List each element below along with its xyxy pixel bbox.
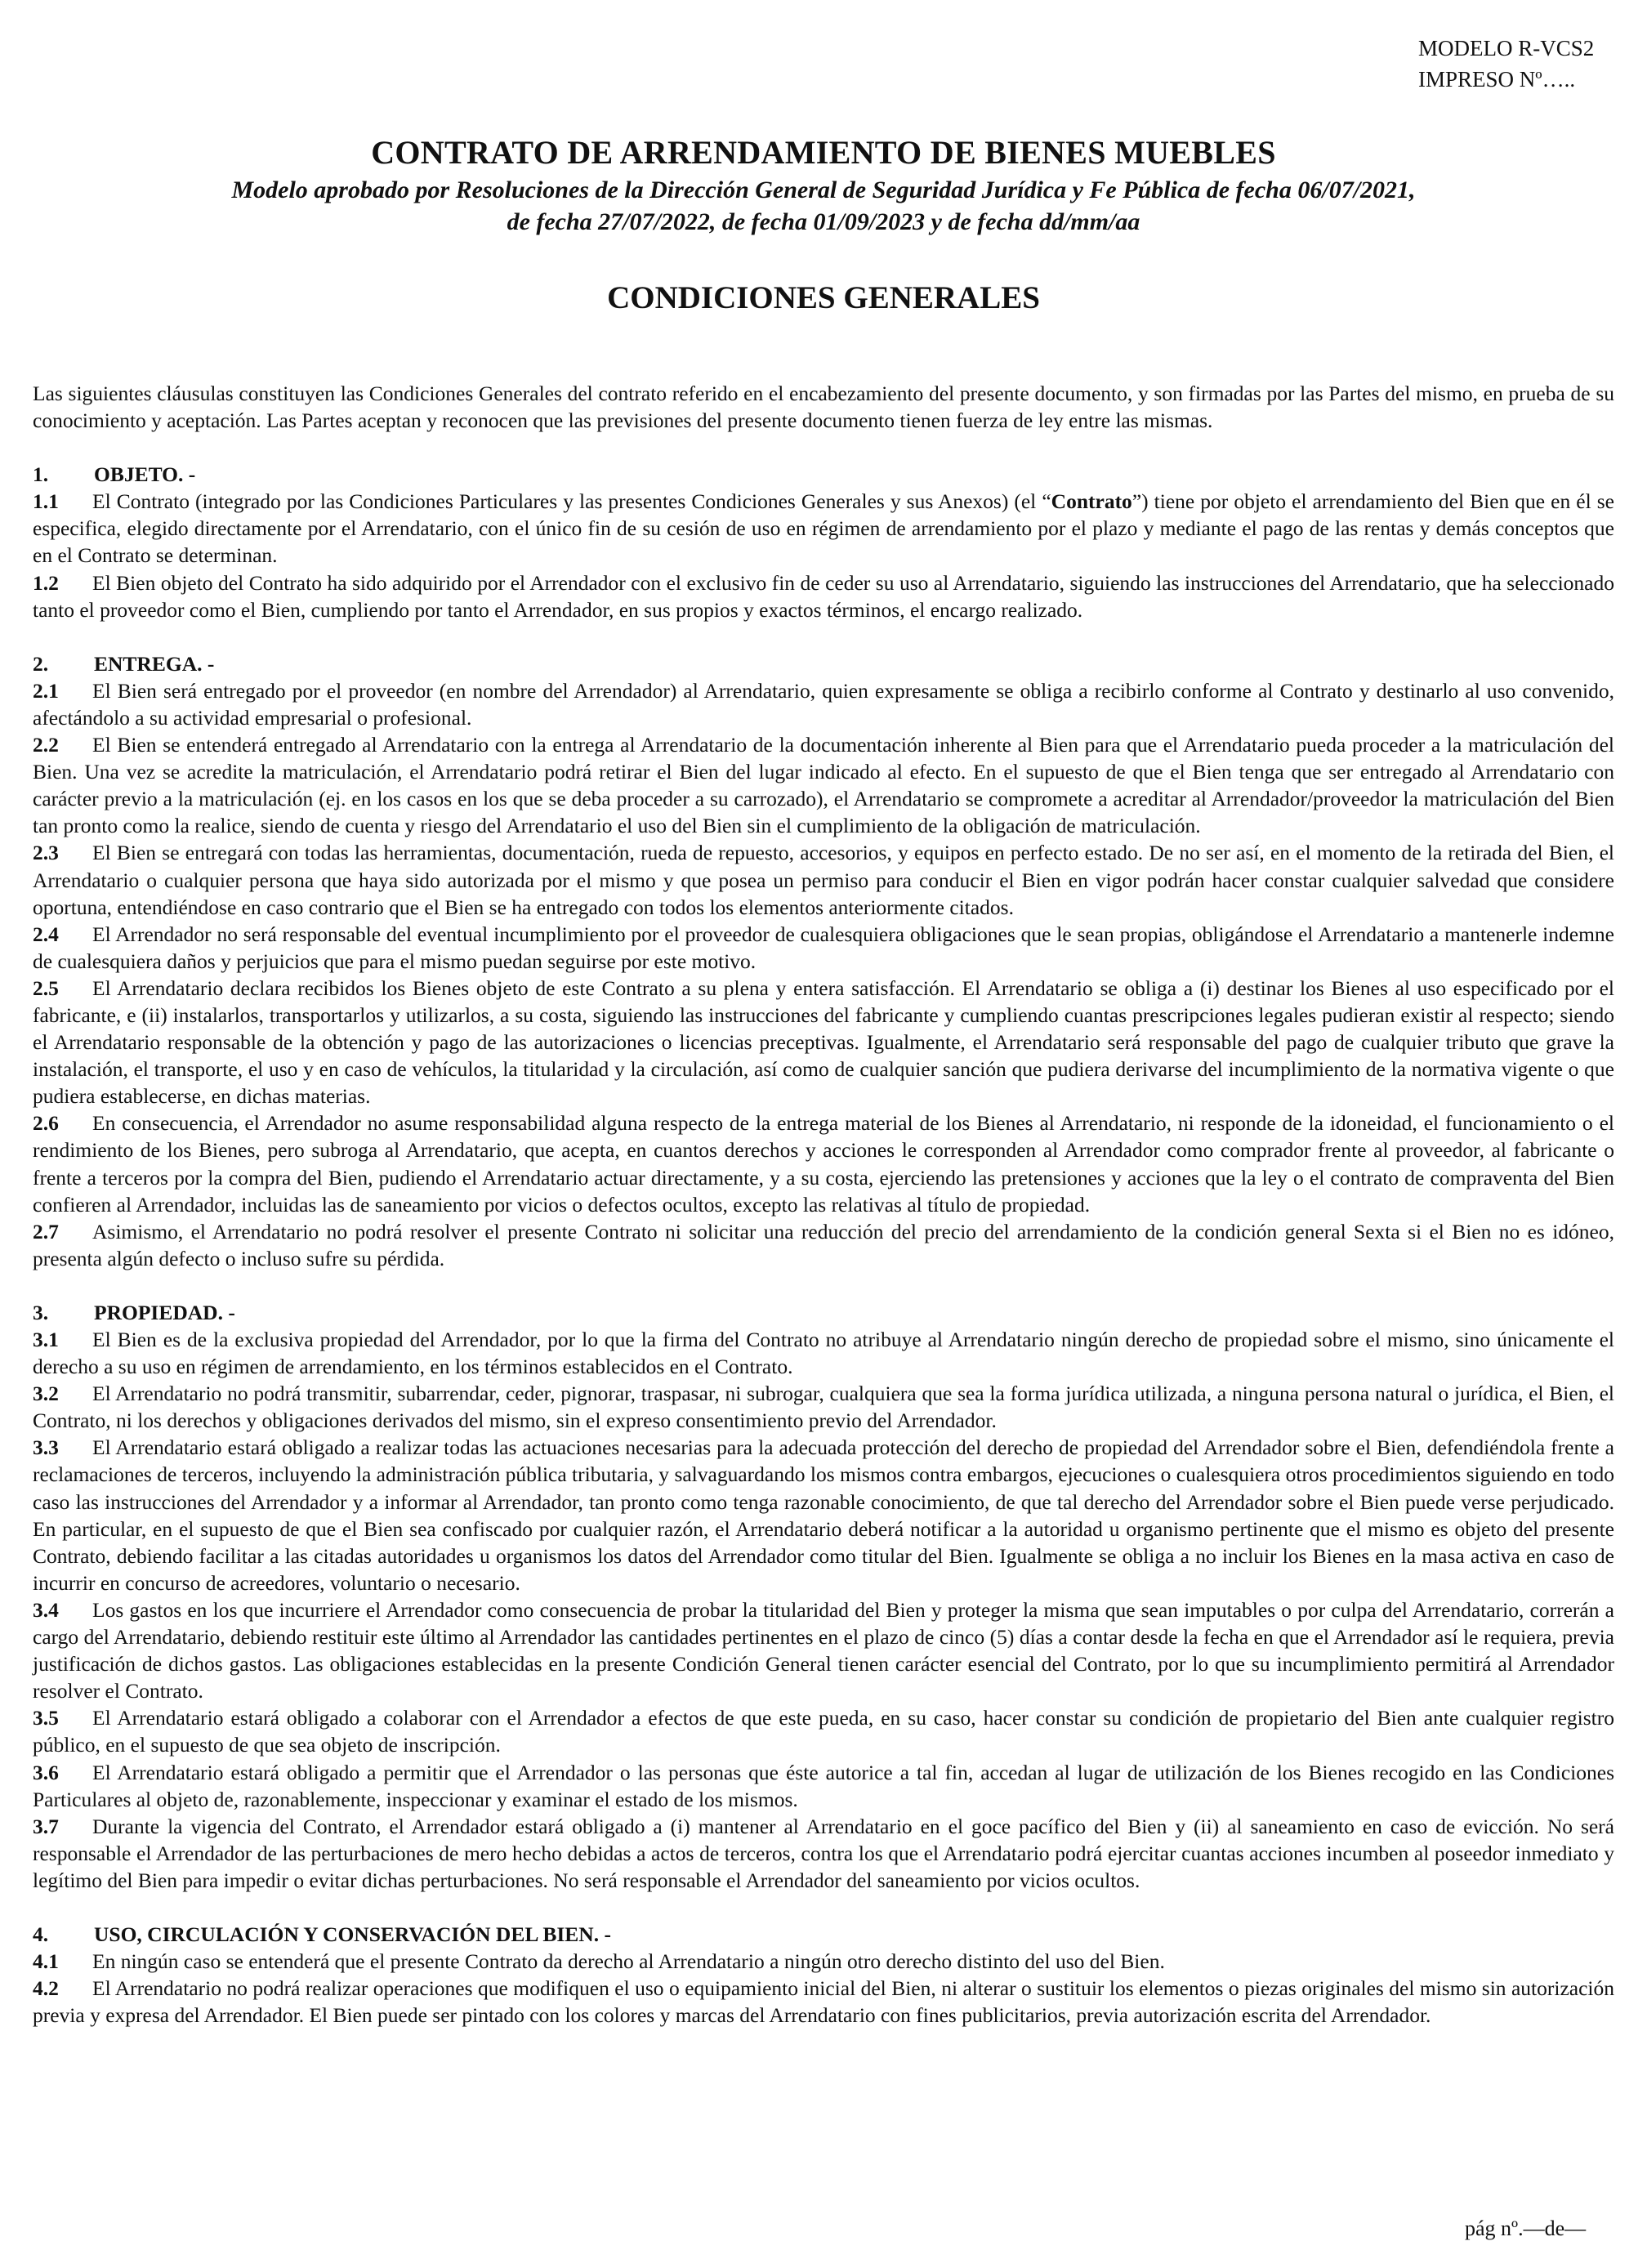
clause-text-pre: El Contrato (integrado por las Condiciones Particulares y las presentes Condiciones Generales y sus Anexos) (el “ [92, 489, 1051, 514]
clause-text: El Bien es de la exclusiva propiedad del Arrendador, por lo que la firma del Contrato no atribuye al Arrendatario ningún derecho de propiedad sobre el mismo, sino únicamente el derecho a su uso en régimen de arrendamiento, en los términos establecidos en el Contrato. [33, 1328, 1614, 1379]
clause-number: 1.1 [33, 489, 59, 514]
clause-text: El Bien será entregado por el proveedor (en nombre del Arrendador) al Arrendatario, quien expresamente se obliga a recibirlo conforme al Contrato y destinarlo al uso convenido, afectándolo a su actividad empresarial o profesional. [33, 678, 1614, 730]
section-heading [33, 650, 1614, 677]
subtitle-line-1: Modelo aprobado por Resoluciones de la Dirección General de Seguridad Jurídica y Fe Pública de fecha 06/07/2021, [231, 176, 1416, 203]
clause-text: El Arrendatario estará obligado a permitir que el Arrendador o las personas que éste autorice a tal fin, accedan al lugar de utilización de los Bienes recogido en las Condiciones Particulares al objeto de, razonablemente, inspeccionar y examinar el estado de los mismos. [33, 1760, 1614, 1811]
clause [33, 839, 1614, 920]
clause-text: El Arrendatario declara recibidos los Bienes objeto de este Contrato a su plena y entera satisfacción. El Arrendatario se obliga a (i) destinar los Bienes al uso especificado por el fabricante, e (ii) instalarlos, transportarlos y utilizarlos, a su costa, siguiendo las instrucciones del fabricante y cumpliendo cuantas prescripciones legales pudieran existir al respecto; siendo el Arrendatario responsable de la obtención y pago de las autorizaciones o licencias preceptivas. Igualmente, el Arrendatario será responsable del pago de cualquier tributo que grave la instalación, el transporte, el uso y en caso de vehículos, la titularidad y la circulación, así como de cualquier sanción que pudiera derivarse del incumplimiento de la normativa vigente o que pudiera establecerse, en dichas materias. [33, 976, 1614, 1109]
clause-text: En consecuencia, el Arrendador no asume responsabilidad alguna respecto de la entrega material de los Bienes al Arrendatario, ni responde de la idoneidad, el funcionamiento o el rendimiento de los Bienes, pero subroga al Arrendatario, que acepta, en cuantos derechos y acciones le corresponden al Arrendador como comprador frente al proveedor, al fabricante o frente a terceros por la compra del Bien, pudiendo el Arrendatario actuar directamente, y a su costa, ejerciendo las pretensiones y acciones que la ley o el contrato de compraventa del Bien confieren al Arrendador, incluidas las de saneamiento por vicios o defectos ocultos, excepto las relativas al título de propiedad. [33, 1111, 1614, 1217]
model-reference [1418, 33, 1594, 95]
sections-container [33, 461, 1614, 2029]
section-title: PROPIEDAD. - [94, 1300, 235, 1324]
clause [33, 1759, 1614, 1813]
clause [33, 569, 1614, 623]
clause-number: 4.1 [33, 1949, 59, 1974]
clause [33, 1109, 1614, 1217]
section [33, 461, 1614, 623]
clause-text: Durante la vigencia del Contrato, el Arrendador estará obligado a (i) mantener al Arrendatario en el goce pacífico del Bien y (ii) al saneamiento en caso de evicción. No será responsable el Arrendador de las perturbaciones de mero hecho debidas a actos de terceros, contra los que el Arrendatario podrá ejercitar cuantas acciones incumben al poseedor inmediato y legítimo del Bien para impedir o evitar dichas perturbaciones. No será responsable el Arrendador del saneamiento por vicios ocultos. [33, 1814, 1614, 1892]
clause [33, 731, 1614, 839]
clause [33, 488, 1614, 569]
clause-number: 3.2 [33, 1382, 59, 1406]
clause-text: El Bien se entregará con todas las herramientas, documentación, rueda de repuesto, accesorios, y equipos en perfecto estado. De no ser así, en el momento de la retirada del Bien, el Arrendatario o cualquier persona que haya sido autorizada por el mismo y que posea un permiso para conducir el Bien en vigor podrán hacer constar cualquier salvedad que considere oportuna, entendiéndose en caso contrario que el Bien se ha entregado con todos los elementos anteriormente citados. [33, 841, 1614, 919]
section-heading [33, 1921, 1614, 1948]
section [33, 1921, 1614, 2029]
clause-number: 3.1 [33, 1328, 59, 1351]
clause-number: 3.6 [33, 1760, 59, 1784]
clause [33, 1975, 1614, 2029]
section-title: OBJETO. - [94, 462, 196, 487]
clause-number: 2.6 [33, 1111, 59, 1136]
clause-number: 2.7 [33, 1219, 59, 1243]
clause [33, 1380, 1614, 1434]
clause-number: 3.7 [33, 1814, 59, 1838]
section-number: 2. [33, 651, 49, 676]
section [33, 650, 1614, 1272]
clause [33, 1813, 1614, 1894]
section-number: 1. [33, 462, 49, 487]
clause-text: El Arrendatario no podrá realizar operaciones que modifiquen el uso o equipamiento inicial del Bien, ni alterar o sustituir los elementos o piezas originales del mismo sin autorización previa y expresa del Arrendador. El Bien puede ser pintado con los colores y marcas del Arrendatario con fines publicitarios, previa autorización escrita del Arrendador. [33, 1976, 1614, 2028]
clause-text: El Bien objeto del Contrato ha sido adquirido por el Arrendador con el exclusivo fin de ceder su uso al Arrendatario, siguiendo las instrucciones del Arrendatario, que ha seleccionado tanto el proveedor como el Bien, cumpliendo por tanto el Arrendador, en sus propios y exactos términos, el encargo realizado. [33, 570, 1614, 622]
section-heading [33, 461, 1614, 488]
document-subtitle [98, 174, 1549, 238]
clause [33, 1948, 1614, 1975]
defined-term: Contrato [1051, 489, 1132, 514]
clause [33, 1218, 1614, 1272]
section-number: 4. [33, 1922, 49, 1946]
clause-text: En ningún caso se entenderá que el presente Contrato da derecho al Arrendatario a ningún otro derecho distinto del uso del Bien. [92, 1949, 1165, 1974]
clause-text: ”) tiene por objeto el arrendamiento del Bien que en él se especifica, elegido directamente por el Arrendatario, con el único fin de su cesión de uso en régimen de arrendamiento por el plazo y mediante el pago de las rentas y demás conceptos que en el Contrato se determinan. [33, 489, 1615, 568]
clause [33, 975, 1614, 1109]
clause [33, 1326, 1614, 1380]
clause [33, 1596, 1614, 1704]
section-heading [33, 1299, 1614, 1326]
conditions-title: CONDICIONES GENERALES [607, 280, 1040, 315]
clause [33, 1434, 1614, 1596]
clause-number: 2.1 [33, 678, 59, 703]
clause [33, 1704, 1614, 1758]
section-number: 3. [33, 1300, 49, 1324]
subtitle-line-2: de fecha 27/07/2022, de fecha 01/09/2023 y de fecha dd/mm/aa [507, 208, 1140, 235]
clause [33, 921, 1614, 975]
clause-number: 2.3 [33, 841, 59, 865]
clause-text: El Arrendador no será responsable del eventual incumplimiento por el proveedor de cualesquiera obligaciones que le sean propias, obligándose el Arrendatario a mantenerle indemne de cualesquiera daños y perjuicios que para el mismo puedan seguirse por este motivo. [33, 922, 1614, 973]
clause-number: 3.5 [33, 1706, 59, 1730]
clause-text: El Arrendatario estará obligado a colaborar con el Arrendador a efectos de que este pueda, en su caso, hacer constar su condición de propietario del Bien ante cualquier registro público, en el supuesto de que sea objeto de inscripción. [33, 1706, 1614, 1757]
clause-text: Los gastos en los que incurriere el Arrendador como consecuencia de probar la titularidad del Bien y proteger la misma que sean imputables o por culpa del Arrendatario, correrán a cargo del Arrendatario, debiendo restituir este último al Arrendador las cantidades pertinentes en el plazo de cinco (5) días a contar desde la fecha en que el Arrendador así le requiera, previa justificación de dichos gastos. Las obligaciones establecidas en la presente Condición General tienen carácter esencial del Contrato, por lo que su incumplimiento permitirá al Arrendador resolver el Contrato. [33, 1597, 1614, 1703]
section-title: USO, CIRCULACIÓN Y CONSERVACIÓN DEL BIEN. - [94, 1922, 611, 1946]
printed-number: IMPRESO Nº….. [1418, 67, 1576, 92]
section-title: ENTREGA. - [94, 651, 215, 676]
page-number: pág nº.—de— [1465, 2217, 1587, 2240]
clause-number: 3.4 [33, 1597, 59, 1622]
clause-number: 3.3 [33, 1435, 59, 1460]
clause-number: 2.5 [33, 976, 59, 1000]
clause-text: El Arrendatario estará obligado a realizar todas las actuaciones necesarias para la adecuada protección del derecho de propiedad del Arrendador sobre el Bien, defendiéndola frente a reclamaciones de terceros, incluyendo la administración pública tributaria, y salvaguardando los mismos contra embargos, ejecuciones o cualesquiera otros procedimientos siguiendo en todo caso las instrucciones del Arrendador y a informar al Arrendador, tan pronto como tenga razonable conocimiento, de que tal derecho del Arrendador sobre el Bien puede verse perjudicado. En particular, en el supuesto de que el Bien sea confiscado por cualquier razón, el Arrendatario deberá notificar a la autoridad u organismo pertinente que el mismo es objeto del presente Contrato, debiendo facilitar a las citadas autoridades u organismos los datos del Arrendador como titular del Bien. Igualmente se obliga a no incluir los Bienes en la masa activa en caso de incurrir en concurso de acreedores, voluntario o necesario. [33, 1435, 1614, 1595]
clause [33, 677, 1614, 731]
clause-text: Asimismo, el Arrendatario no podrá resolver el presente Contrato ni solicitar una reducción del precio del arrendamiento de la condición general Sexta si el Bien no es idóneo, presenta algún defecto o incluso sufre su pérdida. [33, 1219, 1614, 1270]
document-title: CONTRATO DE ARRENDAMIENTO DE BIENES MUEBLES [371, 134, 1276, 171]
document-body [33, 380, 1614, 2056]
clause-text: El Arrendatario no podrá transmitir, subarrendar, ceder, pignorar, traspasar, ni subrogar, cualquiera que sea la forma jurídica utilizada, a ninguna persona natural o jurídica, el Bien, el Contrato, ni los derechos y obligaciones derivados del mismo, sin el expreso consentimiento previo del Arrendador. [33, 1382, 1614, 1433]
model-code: MODELO R-VCS2 [1418, 36, 1595, 60]
clause-number: 4.2 [33, 1976, 59, 2001]
clause-text: El Bien se entenderá entregado al Arrendatario con la entrega al Arrendatario de la documentación inherente al Bien para que el Arrendatario pueda proceder a la matriculación del Bien. Una vez se acredite la matriculación, el Arrendatario podrá retirar el Bien del lugar indicado al efecto. En el supuesto de que el Bien tenga que ser entregado al Arrendatario con carácter previo a la matriculación (ej. en los casos en los que se deba proceder a su carrozado), el Arrendatario se compromete a acreditar al Arrendador/proveedor la matriculación del Bien tan pronto como la realice, siendo de cuenta y riesgo del Arrendatario el uso del Bien sin el cumplimiento de la obligación de matriculación. [33, 733, 1614, 838]
intro-paragraph: Las siguientes cláusulas constituyen las Condiciones Generales del contrato referido en el encabezamiento del presente documento, y son firmadas por las Partes del mismo, en prueba de su conocimiento y aceptación. Las Partes aceptan y reconocen que las previsiones del presente documento tienen fuerza de ley entre las mismas. [33, 382, 1614, 433]
clause-number: 1.2 [33, 570, 59, 595]
clause-number: 2.2 [33, 733, 59, 757]
clause-number: 2.4 [33, 922, 59, 946]
section [33, 1299, 1614, 1894]
